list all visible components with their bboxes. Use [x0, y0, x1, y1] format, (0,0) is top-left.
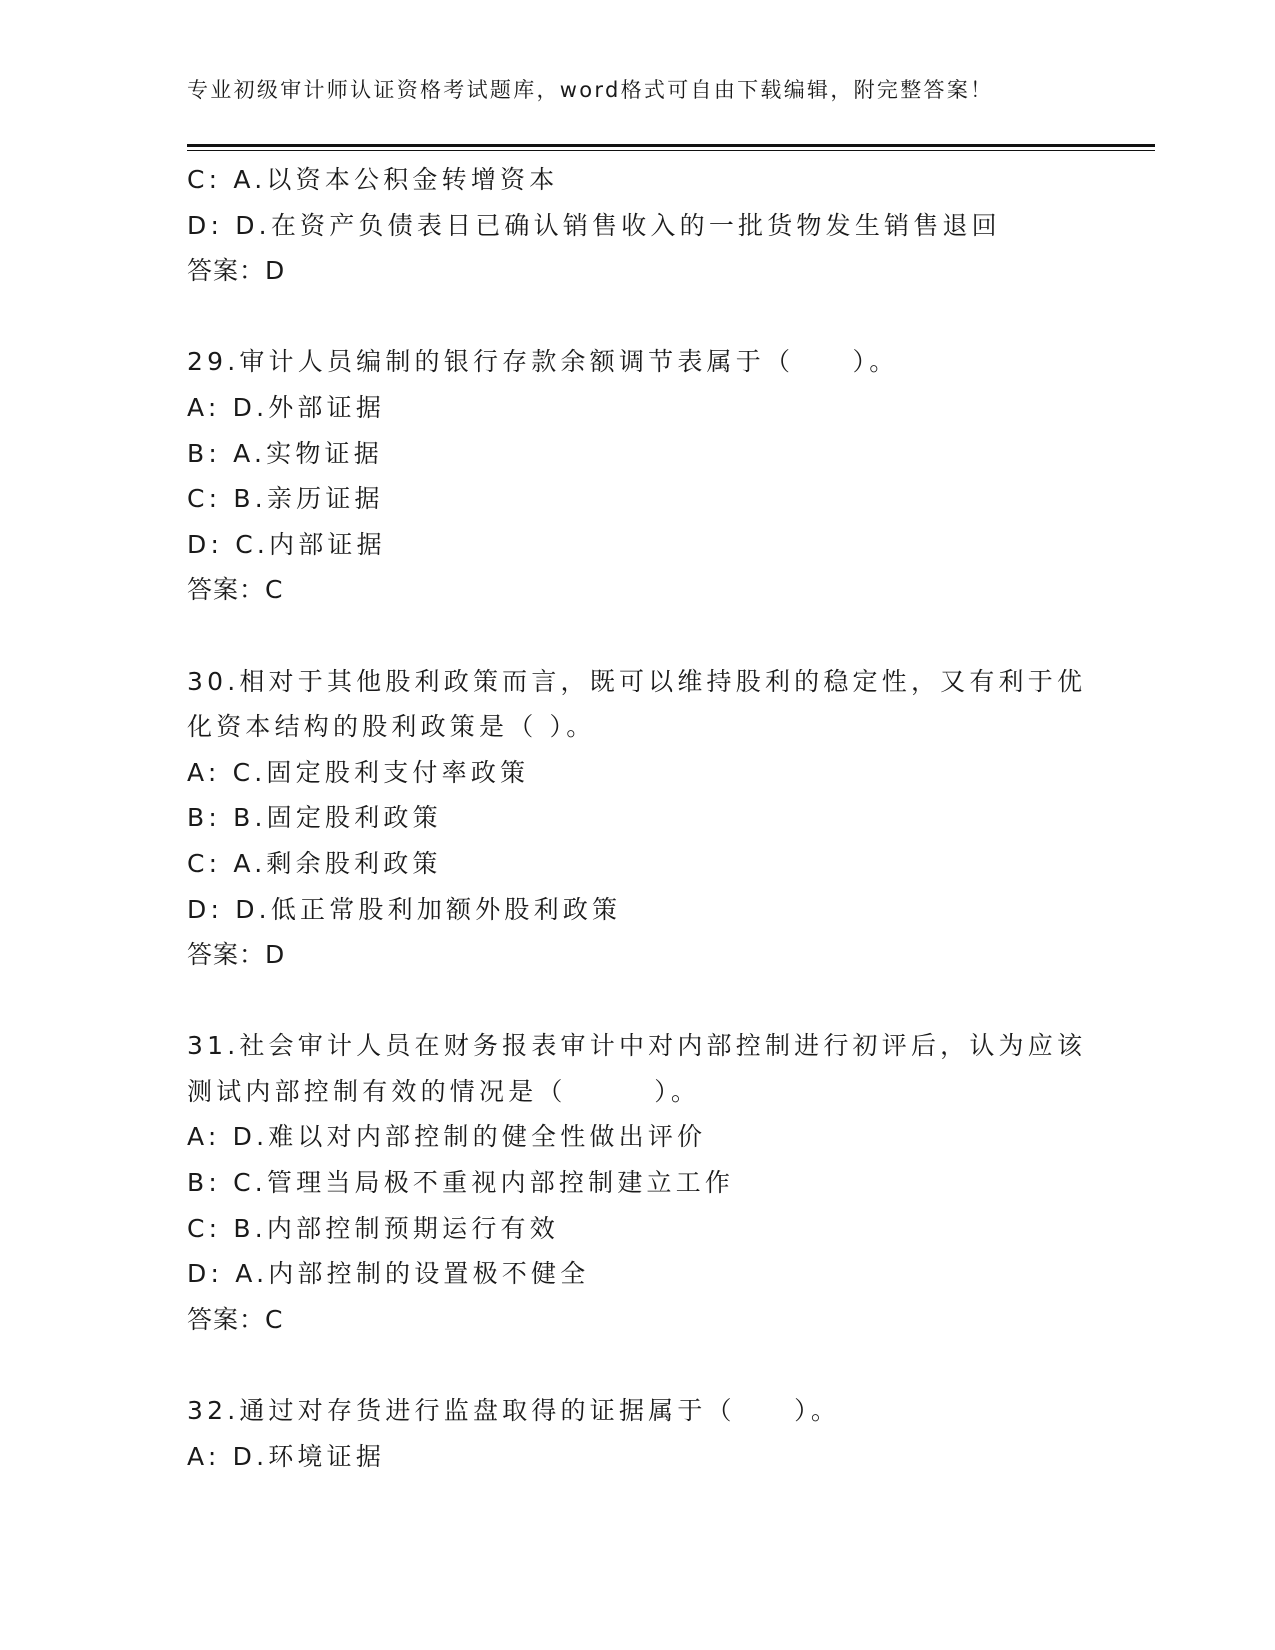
question-30 [187, 659, 1107, 978]
question-stem-continued: 化资本结构的股利政策是（ ）。 [187, 712, 596, 742]
question-31 [187, 1023, 1107, 1342]
option-a: A: C.固定股利支付率政策 [187, 757, 530, 787]
document-body [187, 157, 1107, 1479]
answer: 答案：D [187, 940, 286, 970]
question-stem-continued: 测试内部控制有效的情况是（ ）。 [187, 1076, 701, 1106]
header-rule [187, 144, 1155, 151]
question-stem: 29.审计人员编制的银行存款余额调节表属于（ ）。 [187, 347, 899, 377]
option-c: C: A.剩余股利政策 [187, 848, 442, 878]
option-d: D: D.低正常股利加额外股利政策 [187, 894, 622, 924]
option-b: B: B.固定股利政策 [187, 803, 442, 833]
question-stem: 31.社会审计人员在财务报表审计中对内部控制进行初评后，认为应该 [187, 1031, 1087, 1061]
answer: 答案：C [187, 1304, 284, 1334]
option-a: A: D.环境证据 [187, 1441, 386, 1471]
option-c: C: B.亲历证据 [187, 484, 384, 514]
option-c: C: B.内部控制预期运行有效 [187, 1213, 559, 1243]
option-d: D: C.内部证据 [187, 529, 386, 559]
answer: 答案：D [187, 256, 286, 286]
option-d: D: D.在资产负债表日已确认销售收入的一批货物发生销售退回 [187, 210, 1001, 240]
option-a: A: D.外部证据 [187, 392, 386, 422]
option-a: A: D.难以对内部控制的健全性做出评价 [187, 1122, 707, 1152]
option-b: B: A.实物证据 [187, 438, 383, 468]
question-32 [187, 1388, 1107, 1479]
option-c: C: A.以资本公积金转增资本 [187, 165, 559, 194]
question-stem: 30.相对于其他股利政策而言，既可以维持股利的稳定性，又有利于优 [187, 666, 1087, 696]
question-29 [187, 339, 1107, 613]
option-d: D: A.内部控制的设置极不健全 [187, 1259, 590, 1289]
question-stem: 32.通过对存货进行监盘取得的证据属于（ ）。 [187, 1396, 841, 1426]
option-b: B: C.管理当局极不重视内部控制建立工作 [187, 1168, 735, 1198]
page-header: 专业初级审计师认证资格考试题库，word格式可自由下载编辑，附完整答案！ [187, 78, 994, 102]
continued-question [187, 157, 1107, 294]
answer: 答案：C [187, 575, 284, 605]
